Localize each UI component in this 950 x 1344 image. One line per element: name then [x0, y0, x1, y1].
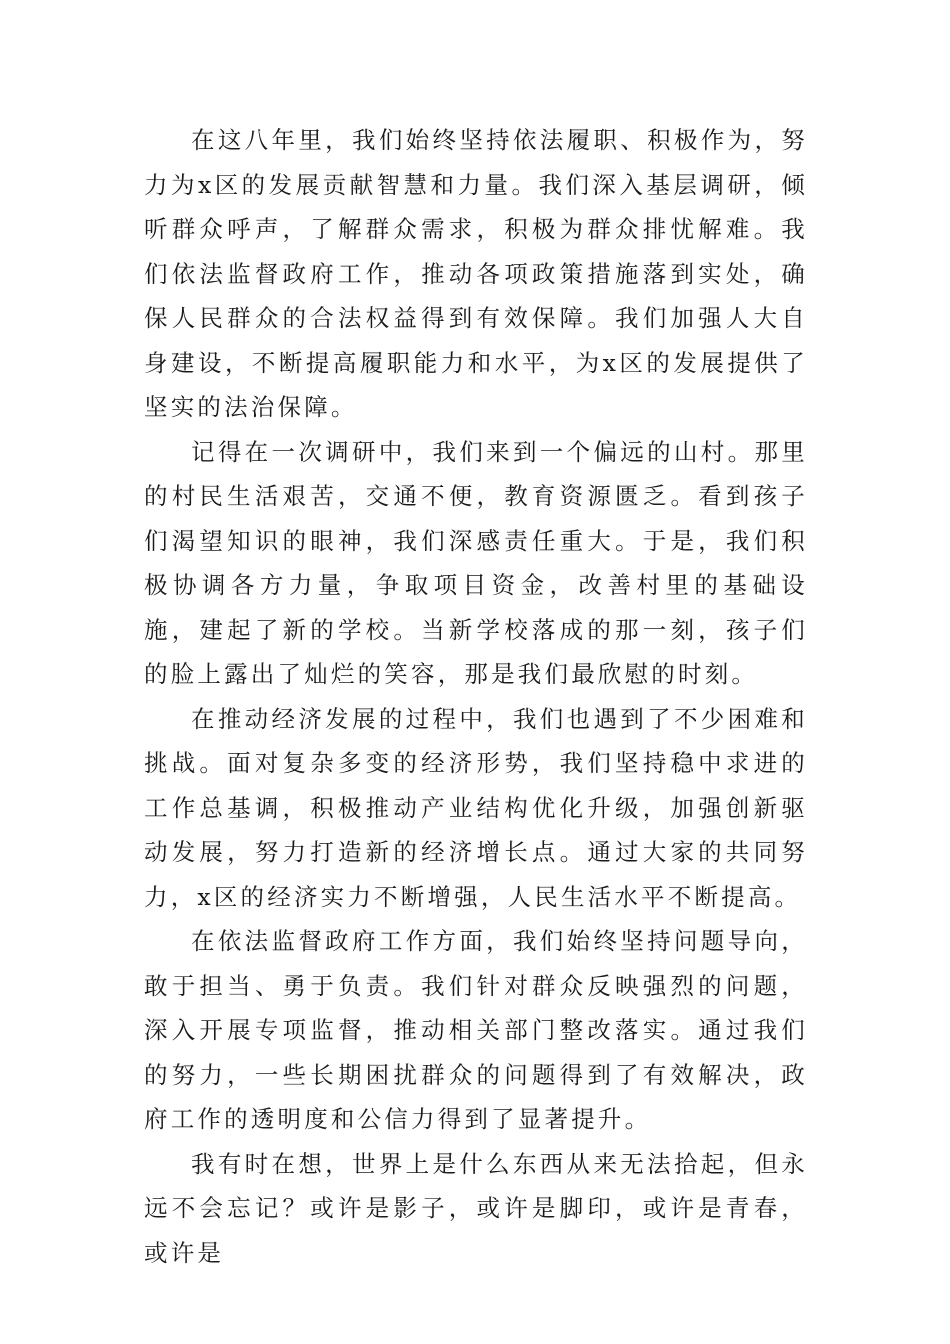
paragraph-5: 我有时在想，世界上是什么东西从来无法拾起，但永远不会忘记？或许是影子，或许是脚印，或许是青春，或许是 [144, 1149, 808, 1267]
paragraph-2: 记得在一次调研中，我们来到一个偏远的山村。那里的村民生活艰苦，交通不便，教育资源匮乏。看到孩子们渴望知识的眼神，我们深感责任重大。于是，我们积极协调各方力量，争取项目资金，改善村里的基础设施，建起了新的学校。当新学校落成的那一刻，孩子们的脸上露出了灿烂的笑容，那是我们最欣慰的时刻。 [144, 437, 808, 688]
document-body [144, 118, 808, 1275]
paragraph-3: 在推动经济发展的过程中，我们也遇到了不少困难和挑战。面对复杂多变的经济形势，我们坚持稳中求进的工作总基调，积极推动产业结构优化升级，加强创新驱动发展，努力打造新的经济增长点。通过大家的共同努力，x区的经济实力不断增强，人民生活水平不断提高。 [144, 704, 808, 911]
paragraph-4: 在依法监督政府工作方面，我们始终坚持问题导向，敢于担当、勇于负责。我们针对群众反映强烈的问题，深入开展专项监督，推动相关部门整改落实。通过我们的努力，一些长期困扰群众的问题得到了有效解决，政府工作的透明度和公信力得到了显著提升。 [144, 927, 808, 1133]
paragraph-1: 在这八年里，我们始终坚持依法履职、积极作为，努力为x区的发展贡献智慧和力量。我们深入基层调研，倾听群众呼声，了解群众需求，积极为群众排忧解难。我们依法监督政府工作，推动各项政策措施落到实处，确保人民群众的合法权益得到有效保障。我们加强人大自身建设，不断提高履职能力和水平，为x区的发展提供了坚实的法治保障。 [144, 126, 808, 421]
